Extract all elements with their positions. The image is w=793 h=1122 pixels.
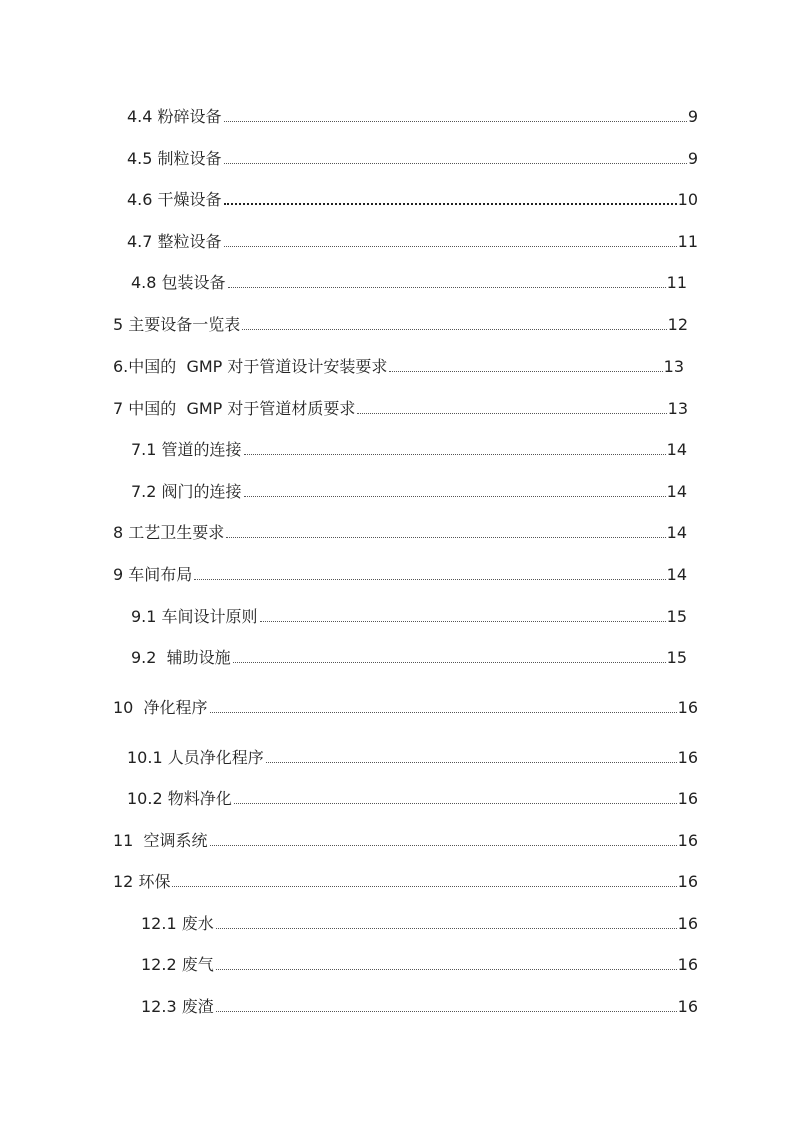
toc-entry-4-7[interactable] xyxy=(127,228,698,252)
toc-entry-7-1[interactable] xyxy=(131,436,687,460)
toc-leader xyxy=(244,495,666,497)
toc-entry-page: 9 xyxy=(687,149,698,168)
toc-leader xyxy=(224,245,677,247)
toc-entry-label: 4.5 制粒设备 xyxy=(127,149,222,168)
toc-entry-4-6[interactable] xyxy=(127,186,698,210)
toc-leader xyxy=(172,885,676,887)
toc-entry-label: 4.7 整粒设备 xyxy=(127,232,222,251)
toc-entry-4-5[interactable] xyxy=(127,145,698,169)
toc-entry-9-1[interactable] xyxy=(131,603,687,627)
toc-entry-label: 9 车间布局 xyxy=(113,565,193,584)
toc-entry-page: 16 xyxy=(677,955,698,974)
toc-entry-10[interactable] xyxy=(113,694,698,718)
toc-leader xyxy=(224,202,677,205)
toc-entry-label: 11 空调系统 xyxy=(113,831,208,850)
toc-entry-label: 4.4 粉碎设备 xyxy=(127,107,222,126)
toc-entry-4-4[interactable] xyxy=(127,103,698,127)
toc-entry-6[interactable] xyxy=(113,353,684,377)
toc-leader xyxy=(389,370,662,372)
toc-entry-label: 12.1 废水 xyxy=(141,914,214,933)
toc-leader xyxy=(266,761,677,763)
toc-leader xyxy=(260,620,666,622)
toc-entry-page: 16 xyxy=(677,997,698,1016)
toc-entry-label: 8 工艺卫生要求 xyxy=(113,523,225,542)
toc-entry-label: 9.1 车间设计原则 xyxy=(131,607,258,626)
toc-entry-5[interactable] xyxy=(113,311,688,335)
toc-leader xyxy=(234,802,677,804)
toc-entry-9[interactable] xyxy=(113,561,687,585)
toc-entry-10-1[interactable] xyxy=(127,744,698,768)
toc-entry-label: 12.2 废气 xyxy=(141,955,214,974)
toc-entry-page: 16 xyxy=(677,789,698,808)
toc-entry-page: 16 xyxy=(677,698,698,717)
toc-leader xyxy=(242,328,666,330)
toc-entry-12-1[interactable] xyxy=(141,910,698,934)
toc-leader xyxy=(210,711,677,713)
toc-entry-page: 16 xyxy=(677,914,698,933)
toc-entry-page: 14 xyxy=(666,440,687,459)
toc-leader xyxy=(216,1010,677,1012)
toc-entry-label: 4.8 包装设备 xyxy=(131,273,226,292)
toc-entry-page: 9 xyxy=(687,107,698,126)
toc-entry-8[interactable] xyxy=(113,519,687,543)
toc-leader xyxy=(357,412,666,414)
toc-entry-page: 11 xyxy=(666,273,687,292)
toc-entry-page: 12 xyxy=(667,315,688,334)
toc-entry-page: 10 xyxy=(677,190,698,209)
toc-entry-page: 16 xyxy=(677,872,698,891)
toc-entry-label: 10.1 人员净化程序 xyxy=(127,748,264,767)
toc-entry-11[interactable] xyxy=(113,827,698,851)
toc-entry-page: 13 xyxy=(667,399,688,418)
toc-entry-page: 11 xyxy=(677,232,698,251)
toc-leader xyxy=(194,578,665,580)
toc-entry-page: 16 xyxy=(677,831,698,850)
toc-entry-10-2[interactable] xyxy=(127,785,698,809)
toc-leader xyxy=(233,661,666,663)
toc-leader xyxy=(228,286,666,288)
toc-leader xyxy=(216,927,677,929)
toc-entry-12-2[interactable] xyxy=(141,951,698,975)
toc-leader xyxy=(216,968,677,970)
toc-entry-label: 10 净化程序 xyxy=(113,698,208,717)
toc-entry-label: 4.6 干燥设备 xyxy=(127,190,222,209)
toc-entry-label: 12 环保 xyxy=(113,872,171,891)
toc-leader xyxy=(244,453,666,455)
toc-leader xyxy=(224,162,687,164)
toc-entry-page: 15 xyxy=(666,648,687,667)
toc-leader xyxy=(226,536,665,538)
toc-entry-4-8[interactable] xyxy=(131,269,687,293)
toc-entry-label: 7 中国的 GMP 对于管道材质要求 xyxy=(113,399,356,418)
toc-entry-label: 7.1 管道的连接 xyxy=(131,440,242,459)
toc-entry-page: 16 xyxy=(677,748,698,767)
toc-entry-12-3[interactable] xyxy=(141,993,698,1017)
toc-leader xyxy=(224,120,687,122)
toc-leader xyxy=(210,844,677,846)
toc-entry-label: 10.2 物料净化 xyxy=(127,789,232,808)
toc-entry-12[interactable] xyxy=(113,868,698,892)
toc-entry-page: 15 xyxy=(666,607,687,626)
toc-entry-label: 12.3 废渣 xyxy=(141,997,214,1016)
toc-entry-9-2[interactable] xyxy=(131,644,687,668)
toc-entry-page: 13 xyxy=(663,357,684,376)
toc-entry-page: 14 xyxy=(666,482,687,501)
toc-entry-label: 6.中国的 GMP 对于管道设计安装要求 xyxy=(113,357,388,376)
toc-entry-label: 5 主要设备一览表 xyxy=(113,315,241,334)
toc-entry-label: 7.2 阀门的连接 xyxy=(131,482,242,501)
toc-entry-7-2[interactable] xyxy=(131,478,687,502)
toc-entry-label: 9.2 辅助设施 xyxy=(131,648,231,667)
toc-entry-page: 14 xyxy=(666,523,687,542)
toc-entry-7[interactable] xyxy=(113,395,688,419)
toc-entry-page: 14 xyxy=(666,565,687,584)
